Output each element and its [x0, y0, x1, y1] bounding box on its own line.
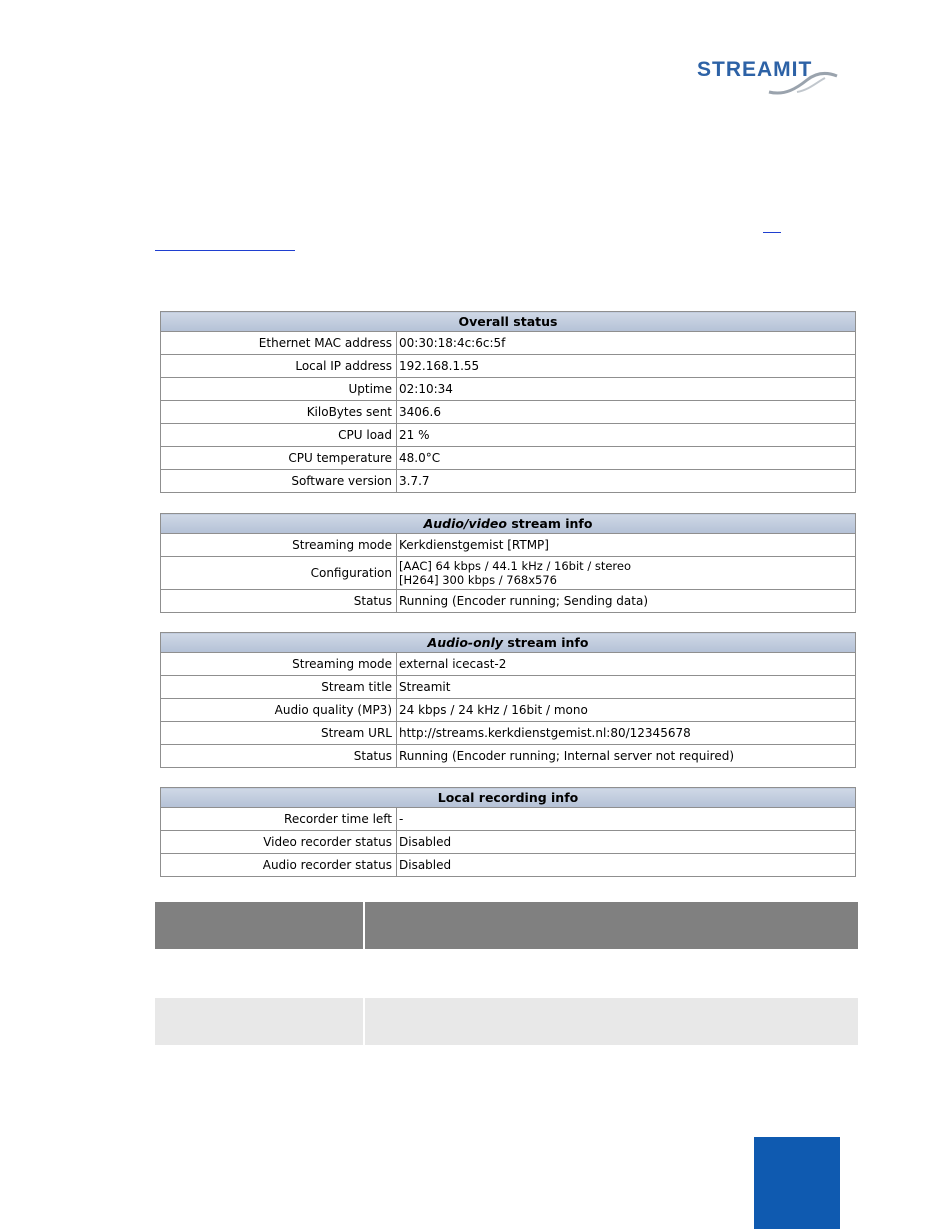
audio-video-stream-table [160, 513, 856, 613]
row-label: Software version [161, 470, 397, 493]
table-row [161, 808, 856, 831]
table-header: Overall status [161, 312, 856, 332]
streamit-logo [697, 58, 842, 100]
row-value: http://streams.kerkdienstgemist.nl:80/12345678 [397, 722, 856, 745]
table-row [161, 332, 856, 355]
row-value: Disabled [397, 831, 856, 854]
row-value: external icecast-2 [397, 653, 856, 676]
audio-only-stream-table [160, 632, 856, 768]
row-label: Status [161, 590, 397, 613]
row-value: Disabled [397, 854, 856, 877]
row-label: CPU load [161, 424, 397, 447]
table-row [161, 722, 856, 745]
table-row [161, 534, 856, 557]
table-row [161, 557, 856, 590]
row-value: Kerkdienstgemist [RTMP] [397, 534, 856, 557]
row-label: Streaming mode [161, 534, 397, 557]
logo-swoosh-icon [767, 66, 839, 96]
local-recording-table [160, 787, 856, 877]
row-value [397, 557, 856, 590]
row-label: Configuration [161, 557, 397, 590]
row-label: Uptime [161, 378, 397, 401]
row-label: Video recorder status [161, 831, 397, 854]
row-value: 00:30:18:4c:6c:5f [397, 332, 856, 355]
row-label: Audio recorder status [161, 854, 397, 877]
description-table-header [155, 902, 858, 949]
table-row [161, 699, 856, 722]
row-value: 192.168.1.55 [397, 355, 856, 378]
row-value: Running (Encoder running; Internal server not required) [397, 745, 856, 768]
row-label: Stream URL [161, 722, 397, 745]
table-row [161, 854, 856, 877]
column-divider [363, 902, 365, 949]
row-label: Audio quality (MP3) [161, 699, 397, 722]
table-row [161, 590, 856, 613]
page-corner-block [754, 1137, 840, 1229]
row-value: - [397, 808, 856, 831]
table-row [161, 378, 856, 401]
table-row [161, 470, 856, 493]
link-underline-fragment[interactable] [155, 249, 295, 251]
overall-status-table [160, 311, 856, 493]
row-value: Running (Encoder running; Sending data) [397, 590, 856, 613]
table-header [161, 633, 856, 653]
row-value: 02:10:34 [397, 378, 856, 401]
table-header-rest: stream info [503, 635, 589, 650]
column-divider [363, 998, 365, 1045]
table-row [161, 424, 856, 447]
table-row [161, 653, 856, 676]
table-row [161, 745, 856, 768]
config-line-audio: [AAC] 64 kbps / 44.1 kHz / 16bit / stereo [399, 559, 632, 573]
row-label: Status [161, 745, 397, 768]
table-header-emphasis: Audio-only [427, 635, 504, 650]
row-label: Local IP address [161, 355, 397, 378]
row-label: Recorder time left [161, 808, 397, 831]
row-label: Stream title [161, 676, 397, 699]
row-value: 21 % [397, 424, 856, 447]
row-label: Streaming mode [161, 653, 397, 676]
table-row [161, 676, 856, 699]
table-header-emphasis: Audio/video [423, 516, 507, 531]
row-value: 48.0°C [397, 447, 856, 470]
row-label: KiloBytes sent [161, 401, 397, 424]
row-value: Streamit [397, 676, 856, 699]
link-underline-fragment[interactable] [763, 231, 781, 233]
table-header [161, 514, 856, 534]
table-row [161, 401, 856, 424]
table-row [161, 831, 856, 854]
logo-text: STREAMIT [697, 58, 813, 81]
table-row [161, 355, 856, 378]
row-value: 3406.6 [397, 401, 856, 424]
row-label: CPU temperature [161, 447, 397, 470]
row-label: Ethernet MAC address [161, 332, 397, 355]
config-line-video: [H264] 300 kbps / 768x576 [399, 573, 557, 587]
table-header: Local recording info [161, 788, 856, 808]
table-row [161, 447, 856, 470]
row-value: 24 kbps / 24 kHz / 16bit / mono [397, 699, 856, 722]
table-header-rest: stream info [506, 516, 593, 531]
row-value: 3.7.7 [397, 470, 856, 493]
description-table-row [155, 998, 858, 1045]
